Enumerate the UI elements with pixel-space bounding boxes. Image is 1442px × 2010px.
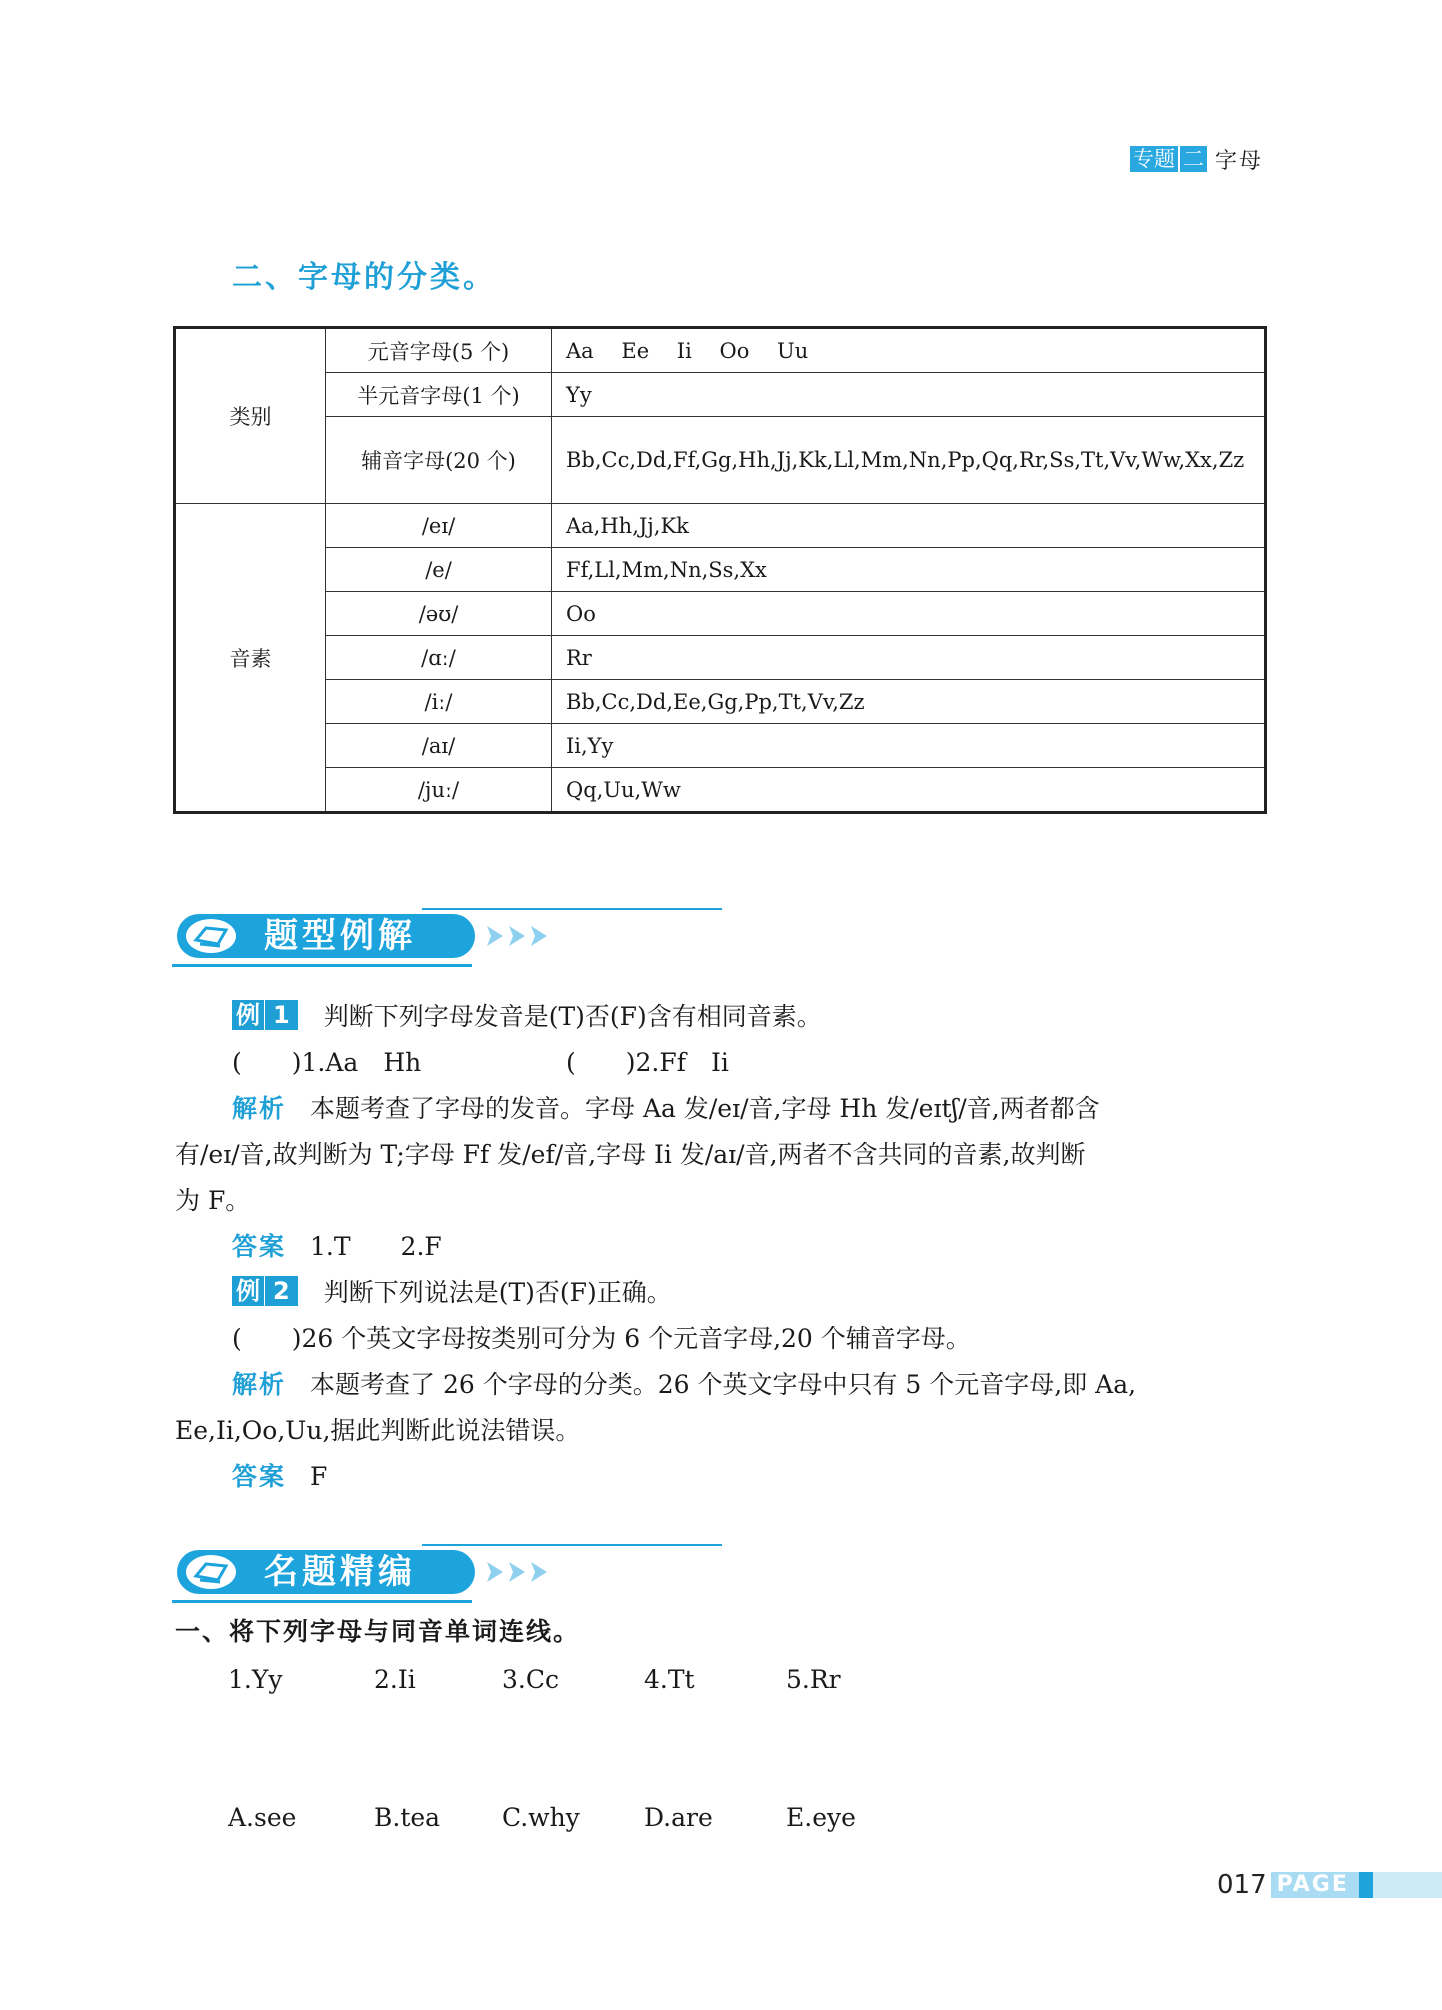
table-value: Yy <box>552 373 1266 417</box>
example-2-prompt <box>232 1270 672 1316</box>
table-value: Bb,Cc,Dd,Ff,Gg,Hh,Jj,Kk,Ll,Mm,Nn,Pp,Qq,Rr,Ss,Tt,Vv,Ww,Xx,Zz <box>552 417 1266 504</box>
word-option: C.why <box>502 1803 580 1832</box>
table-row <box>175 636 1266 680</box>
table-subheader: 元音字母(5 个) <box>326 328 552 373</box>
table-row <box>175 768 1266 813</box>
page-number <box>1217 1870 1442 1900</box>
example-2-answer <box>232 1454 327 1500</box>
analysis-text: 本题考查了字母的发音。字母 Aa 发/eɪ/音,字母 Hh 发/eɪtʃ/音,两者都含 <box>310 1094 1100 1123</box>
example-1-analysis-line-3: 为 F。 <box>175 1186 251 1215</box>
table-subheader: 半元音字母(1 个) <box>326 373 552 417</box>
table-value: Rr <box>552 636 1266 680</box>
page-bar-tail <box>1373 1872 1442 1898</box>
banner-example-analysis <box>172 906 552 966</box>
table-value: Aa Ee Ii Oo Uu <box>552 328 1266 373</box>
letter-option: 3.Cc <box>502 1665 559 1694</box>
example-2-question: ( )26 个英文字母按类别可分为 6 个元音字母,20 个辅音字母。 <box>232 1324 971 1353</box>
table-row <box>175 680 1266 724</box>
table-value: Aa,Hh,Jj,Kk <box>552 504 1266 548</box>
table-row <box>175 504 1266 548</box>
example-1-prompt <box>232 994 822 1040</box>
table-subheader: 辅音字母(20 个) <box>326 417 552 504</box>
analysis-text: 本题考查了 26 个字母的分类。26 个英文字母中只有 5 个元音字母,即 Aa, <box>310 1370 1137 1399</box>
letter-option: 2.Ii <box>374 1665 416 1694</box>
table-value: Oo <box>552 592 1266 636</box>
banner-selected-exercises <box>172 1542 552 1602</box>
page-label: PAGE <box>1271 1872 1359 1898</box>
table-row <box>175 592 1266 636</box>
header-text: 字母 <box>1215 148 1264 174</box>
table-row <box>175 417 1266 504</box>
example-1-q2: ( )2.Ff Ii <box>566 1048 729 1077</box>
answer-text: 1.T 2.F <box>310 1232 442 1261</box>
header-box-2: 二 <box>1180 146 1207 172</box>
category-label: 类别 <box>175 328 326 504</box>
chevrons-icon <box>477 1550 717 1594</box>
table-row <box>175 373 1266 417</box>
example-number: 1 <box>265 1000 298 1030</box>
example-1-answer <box>232 1224 442 1270</box>
question-1-heading: 一、将下列字母与同音单词连线。 <box>175 1617 581 1646</box>
table-subheader: /juː/ <box>326 768 552 813</box>
example-number: 2 <box>265 1276 298 1306</box>
example-1-q1: ( )1.Aa Hh <box>232 1048 422 1077</box>
book-icon <box>184 916 240 956</box>
answer-label: 答案 <box>232 1462 287 1491</box>
chevrons-icon <box>477 914 717 958</box>
word-option: D.are <box>644 1803 713 1832</box>
example-2-analysis-line-2: Ee,Ii,Oo,Uu,据此判断此说法错误。 <box>175 1416 581 1445</box>
banner-overline <box>422 1544 722 1546</box>
example-2-analysis-line-1 <box>232 1362 1136 1408</box>
word-option: E.eye <box>786 1803 856 1832</box>
table-row <box>175 328 1266 373</box>
table-subheader: /ɑː/ <box>326 636 552 680</box>
table-value: Ii,Yy <box>552 724 1266 768</box>
table-subheader: /e/ <box>326 548 552 592</box>
table-subheader: /eɪ/ <box>326 504 552 548</box>
chapter-header <box>1130 145 1263 173</box>
table-row <box>175 724 1266 768</box>
word-option: B.tea <box>374 1803 441 1832</box>
banner-underline <box>172 964 472 967</box>
table-value: Bb,Cc,Dd,Ee,Gg,Pp,Tt,Vv,Zz <box>552 680 1266 724</box>
table-subheader: /aɪ/ <box>326 724 552 768</box>
banner-title: 题型例解 <box>264 916 416 956</box>
answer-text: F <box>310 1462 328 1491</box>
page-bar <box>1359 1872 1373 1898</box>
section-title: 二、字母的分类。 <box>232 260 496 295</box>
banner-underline <box>172 1600 472 1603</box>
banner-title: 名题精编 <box>264 1552 416 1592</box>
table-value: Qq,Uu,Ww <box>552 768 1266 813</box>
header-box-1: 专题 <box>1130 146 1178 172</box>
letter-classification-table <box>173 326 1267 814</box>
example-1-prompt-text: 判断下列字母发音是(T)否(F)含有相同音素。 <box>323 1002 822 1031</box>
banner-overline <box>422 908 722 910</box>
analysis-label: 解析 <box>232 1370 287 1399</box>
example-2-prompt-text: 判断下列说法是(T)否(F)正确。 <box>323 1278 672 1307</box>
analysis-label: 解析 <box>232 1094 287 1123</box>
book-icon <box>184 1552 240 1592</box>
word-option: A.see <box>228 1803 297 1832</box>
page-number-value: 017 <box>1217 1870 1267 1900</box>
example-box: 例 <box>232 1000 264 1030</box>
example-box: 例 <box>232 1276 264 1306</box>
letter-option: 1.Yy <box>228 1665 283 1694</box>
answer-label: 答案 <box>232 1232 287 1261</box>
letter-option: 4.Tt <box>644 1665 695 1694</box>
example-1-analysis-line-2: 有/eɪ/音,故判断为 T;字母 Ff 发/ef/音,字母 Ii 发/aɪ/音,两者不含共同的音素,故判断 <box>175 1140 1086 1169</box>
table-row <box>175 548 1266 592</box>
table-subheader: /iː/ <box>326 680 552 724</box>
example-1-analysis-line-1 <box>232 1086 1100 1132</box>
table-value: Ff,Ll,Mm,Nn,Ss,Xx <box>552 548 1266 592</box>
table-subheader: /əʊ/ <box>326 592 552 636</box>
category-label: 音素 <box>175 504 326 813</box>
letter-option: 5.Rr <box>786 1665 841 1694</box>
